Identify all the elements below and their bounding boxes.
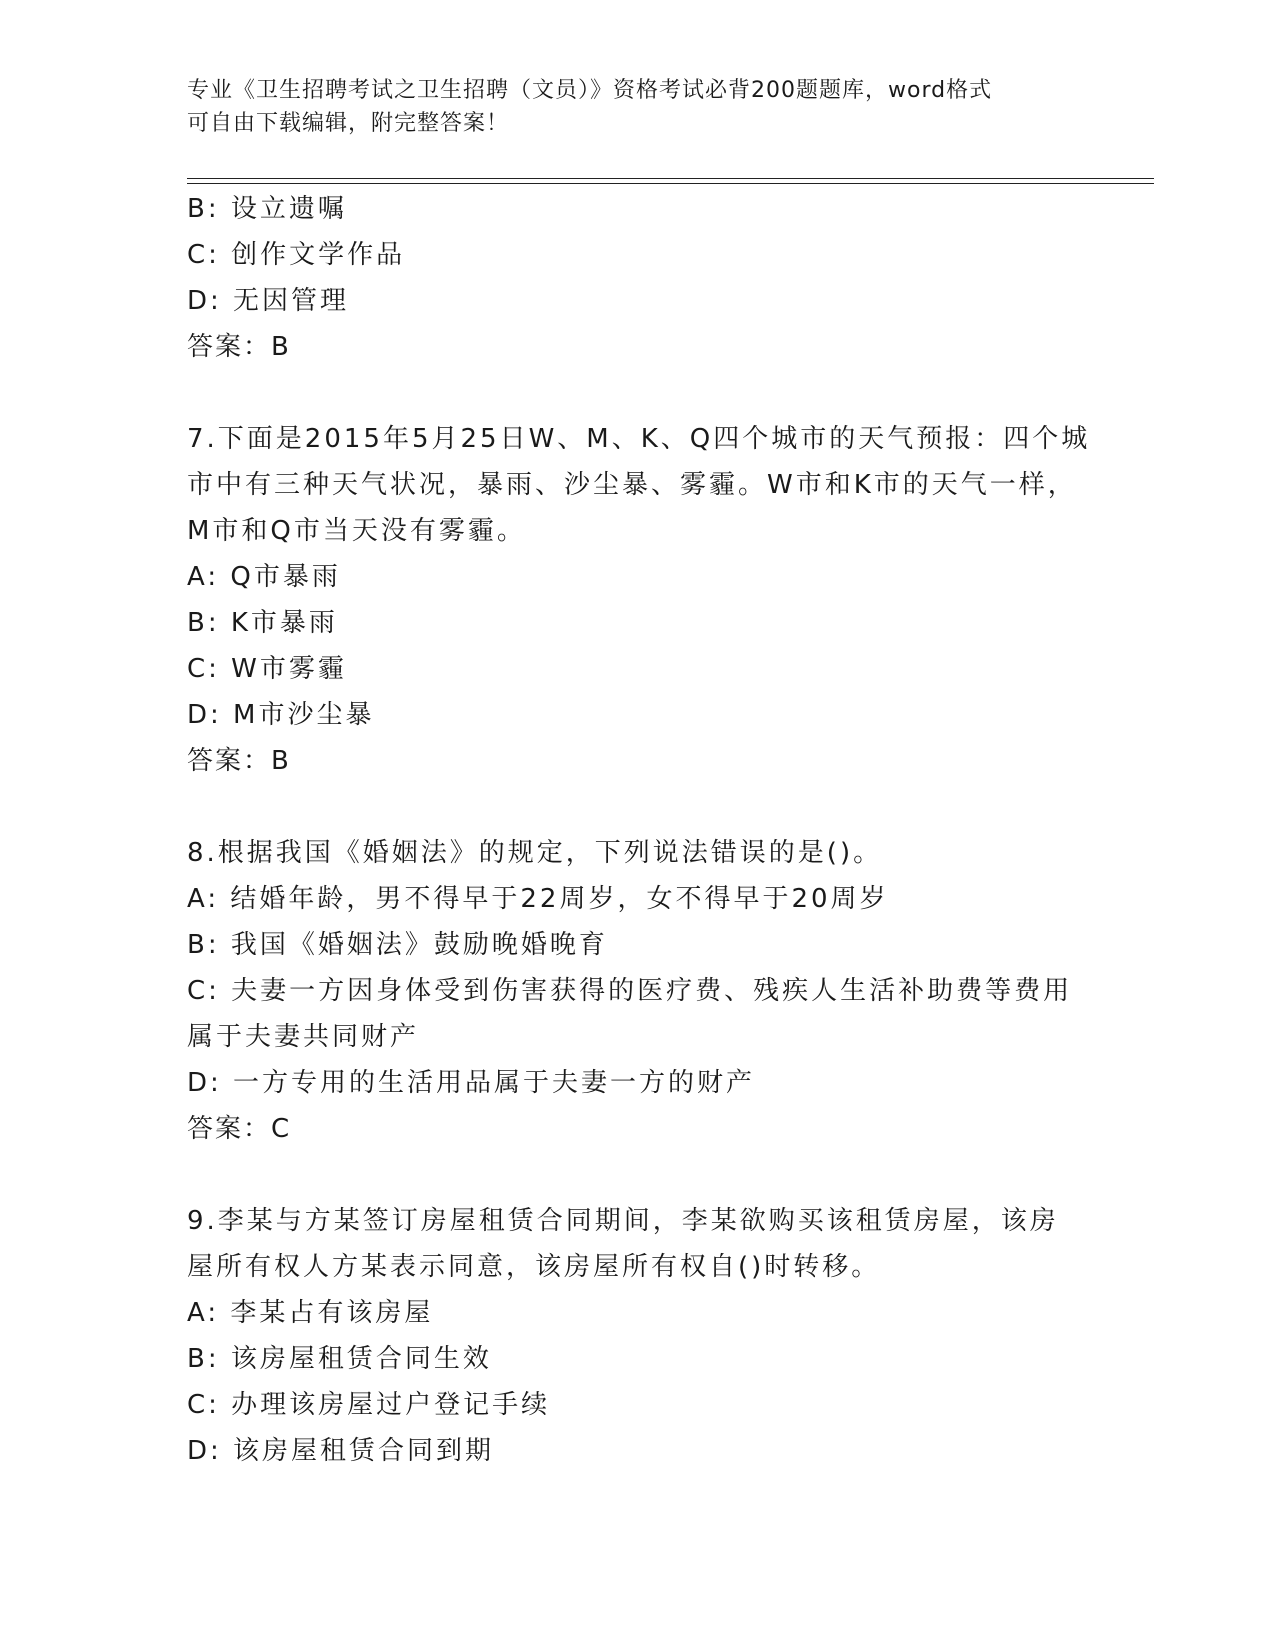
- header-title-line-1: 专业《卫生招聘考试之卫生招聘（文员）》资格考试必背200题题库，word格式: [187, 78, 993, 103]
- header-divider-top: [187, 178, 1154, 179]
- answer-line: 答案：B: [187, 746, 291, 776]
- header-title-line-2: 可自由下载编辑，附完整答案！: [187, 111, 510, 136]
- question-stem-line: 8.根据我国《婚姻法》的规定，下列说法错误的是()。: [187, 838, 883, 868]
- spacer: [187, 1152, 1087, 1198]
- question-block-8: [187, 830, 1087, 1152]
- option-b: B: 该房屋租赁合同生效: [187, 1344, 492, 1374]
- question-stem-line: 9.李某与方某签订房屋租赁合同期间，李某欲购买该租赁房屋，该房: [187, 1206, 1059, 1236]
- option-a: A: 结婚年龄，男不得早于22周岁，女不得早于20周岁: [187, 884, 889, 914]
- option-d: D: M市沙尘暴: [187, 700, 375, 730]
- header-divider-bottom: [187, 183, 1154, 184]
- answer-line: 答案：C: [187, 1114, 292, 1144]
- option-d: D: 该房屋租赁合同到期: [187, 1436, 495, 1466]
- answer-line: 答案：B: [187, 332, 291, 362]
- question-content: [187, 186, 1091, 1474]
- option-b: B: 设立遗嘱: [187, 194, 347, 224]
- question-block-9: [187, 1198, 1087, 1474]
- question-stem-line: 7.下面是2015年5月25日W、M、K、Q四个城市的天气预报：四个城: [187, 424, 1091, 454]
- option-c: C: 夫妻一方因身体受到伤害获得的医疗费、残疾人生活补助费等费用: [187, 976, 1073, 1006]
- question-block-previous: [187, 186, 1087, 370]
- option-d: D: 无因管理: [187, 286, 350, 316]
- option-c: C: 创作文学作品: [187, 240, 406, 270]
- option-a: A: Q市暴雨: [187, 562, 341, 592]
- question-block-7: [187, 416, 1091, 784]
- option-d: D: 一方专用的生活用品属于夫妻一方的财产: [187, 1068, 756, 1098]
- option-b: B: K市暴雨: [187, 608, 338, 638]
- spacer: [187, 370, 1087, 416]
- option-a: A: 李某占有该房屋: [187, 1298, 434, 1328]
- question-stem-line: M市和Q市当天没有雾霾。: [187, 516, 526, 546]
- question-stem-line: 屋所有权人方某表示同意，该房屋所有权自()时转移。: [187, 1252, 881, 1282]
- document-header: [187, 74, 1067, 140]
- option-c: C: W市雾霾: [187, 654, 347, 684]
- option-c: C: 办理该房屋过户登记手续: [187, 1390, 551, 1420]
- option-c-continued: 属于夫妻共同财产: [187, 1022, 420, 1052]
- option-b: B: 我国《婚姻法》鼓励晚婚晚育: [187, 930, 608, 960]
- spacer: [187, 784, 1087, 830]
- question-stem-line: 市中有三种天气状况，暴雨、沙尘暴、雾霾。W市和K市的天气一样，: [187, 470, 1077, 500]
